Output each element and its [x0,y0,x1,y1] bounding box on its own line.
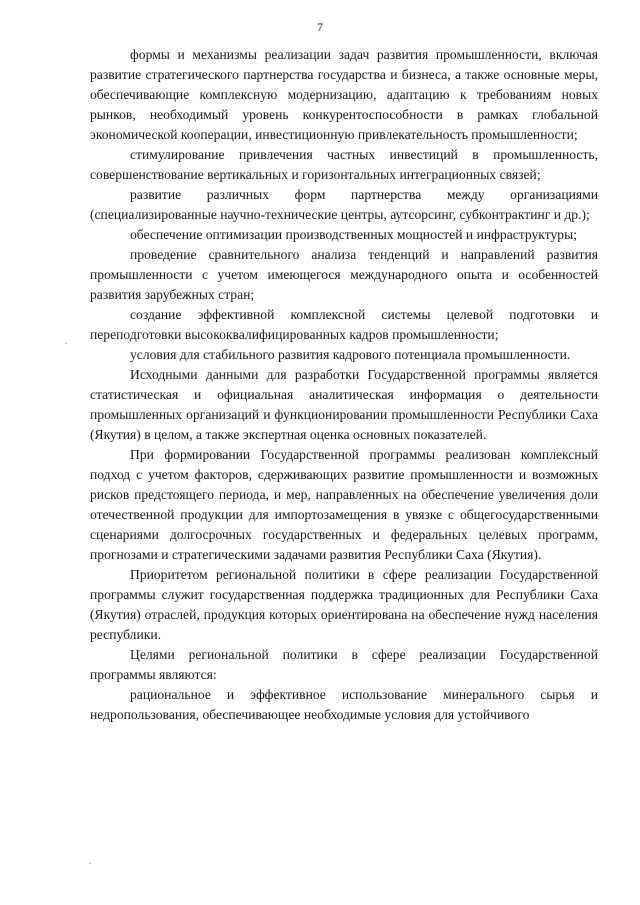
paragraph-3: развитие различных форм партнерства между организациями (специализированные научно-технические центры, аутсорсинг, субконтрактинг и др.); [90,187,598,222]
paragraph-5: проведение сравнительного анализа тенденций и направлений развития промышленности с учетом имеющегося международного опыта и особенностей развития зарубежных стран; [90,247,598,302]
paragraph-6: создание эффективной комплексной системы целевой подготовки и переподготовки высококвалифицированных кадров промышленности; [90,307,598,342]
document-body [90,45,598,725]
paragraph-9: При формировании Государственной программы реализован комплексный подход с учетом факторов, сдерживающих развитие промышленности и возможных рисков предстоящего периода, и мер, направленных на обеспечение увеличения доли отечественной продукции для импортозамещения в увязке с общегосударственными сценариями долгосрочных государственных и федеральных целевых программ, прогнозами и стратегическими задачами развития Республики Саха (Якутия). [90,447,598,562]
paragraph-4: обеспечение оптимизации производственных мощностей и инфраструктуры; [130,227,578,242]
paragraph-1: формы и механизмы реализации задач развития промышленности, включая развитие стратегического партнерства государства и бизнеса, а также основные меры, обеспечивающие комплексную модернизацию, адаптацию к требованиям новых рынков, необходимый уровень конкурентоспособности в рамках глобальной экономической кооперации, инвестиционную привлекательность промышленности; [90,47,598,142]
scan-mark-dot: · [64,336,68,350]
paragraph-7: условия для стабильного развития кадрового потенциала промышленности. [130,347,571,362]
paragraph-11: Целями региональной политики в сфере реализации Государственной программы являются: [90,647,598,682]
paragraph-12: рациональное и эффективное использование минерального сырья и недропользования, обеспечивающее необходимые условия для устойчивого [90,687,598,722]
scan-mark-dot: · [88,856,92,870]
paragraph-2: стимулирование привлечения частных инвестиций в промышленность, совершенствование вертикальных и горизонтальных интеграционных связей; [90,147,598,182]
paragraph-10: Приоритетом региональной политики в сфере реализации Государственной программы служит государственная поддержка традиционных для Республики Саха (Якутия) отраслей, продукция которых ориентирована на обеспечение нужд населения республики. [90,567,598,642]
paragraph-8: Исходными данными для разработки Государственной программы является статистическая и официальная аналитическая информация о деятельности промышленных организаций и функционировании промышленности Республики Саха (Якутия) в целом, а также экспертная оценка основных показателей. [90,367,598,442]
page-number: 7 [317,20,323,34]
